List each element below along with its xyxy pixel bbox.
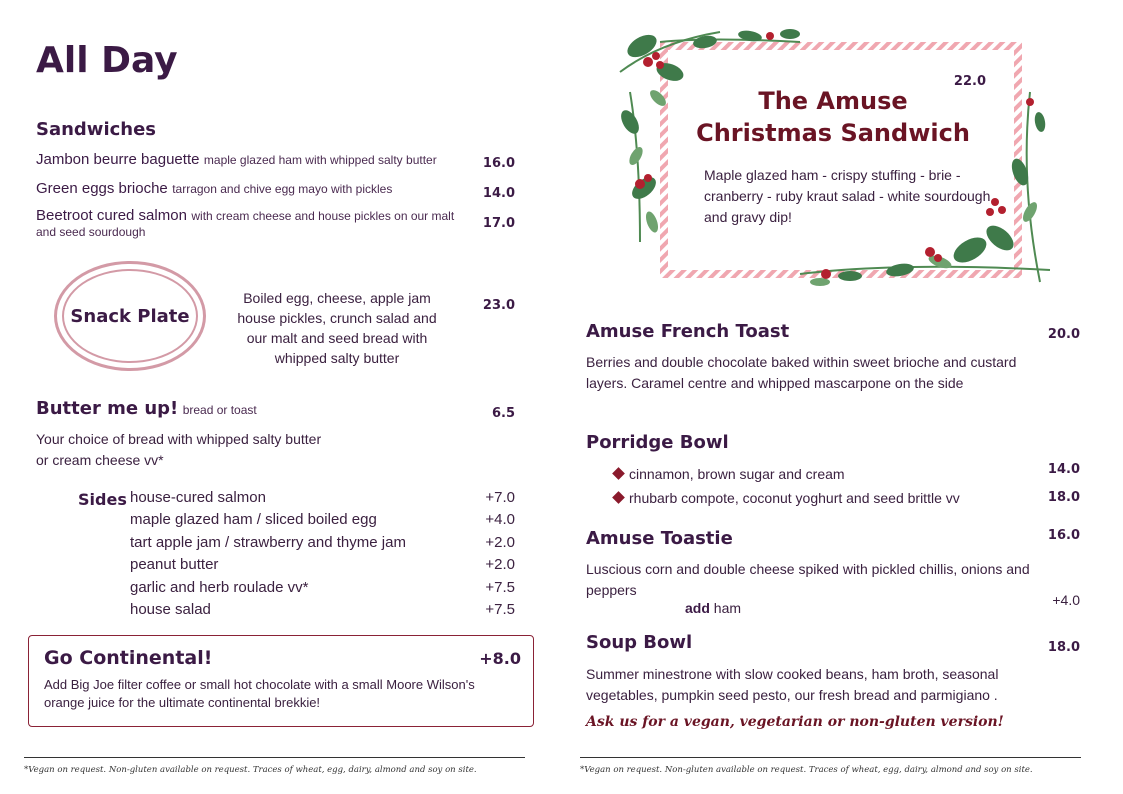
side-price: +7.5 [485, 579, 515, 596]
porridge-option-text: rhubarb compote, coconut yoghurt and seed brittle vv [629, 490, 960, 506]
feature-price: 22.0 [953, 74, 986, 89]
item-name: Beetroot cured salmon [36, 207, 187, 224]
continental-price: +8.0 [479, 649, 521, 668]
french-toast-price: 20.0 [1047, 327, 1080, 342]
item-name: Jambon beurre baguette [36, 151, 200, 168]
toastie-description: Luscious corn and double cheese spiked with pickled chillis, onions and peppers [586, 561, 1030, 598]
menu-item-green-eggs [36, 180, 476, 198]
section-title-soup: Soup Bowl [586, 632, 693, 653]
christmas-frame-decoration [600, 12, 1060, 304]
porridge-option [614, 488, 1034, 509]
menu-item-jambon [36, 151, 476, 169]
french-toast-description: Berries and double chocolate baked within sweet brioche and custard layers. Caramel centre and whipped mascarpone on the side [586, 354, 1017, 391]
menu-item-butter-me-up [36, 398, 456, 419]
snack-plate-price: 23.0 [482, 298, 515, 313]
add-label: add [685, 600, 710, 616]
porridge-option-price: 18.0 [1047, 490, 1080, 505]
diamond-bullet-icon [612, 467, 625, 480]
page-heading: All Day [36, 40, 178, 81]
porridge-option-text: cinnamon, brown sugar and cream [629, 466, 845, 482]
side-item: garlic and herb roulade vv* [130, 579, 309, 596]
item-name: Green eggs brioche [36, 180, 168, 197]
section-title-toastie: Amuse Toastie [586, 528, 733, 549]
side-price: +2.0 [485, 534, 515, 551]
porridge-option-price: 14.0 [1047, 462, 1080, 477]
item-title: Butter me up! [36, 398, 179, 419]
sides-label: Sides [78, 490, 127, 509]
side-price: +7.0 [485, 489, 515, 506]
soup-price: 18.0 [1047, 640, 1080, 655]
side-price: +2.0 [485, 556, 515, 573]
item-price: 17.0 [482, 216, 515, 231]
item-price: 16.0 [482, 156, 515, 171]
side-price: +4.0 [485, 511, 515, 528]
section-title-french-toast: Amuse French Toast [586, 321, 790, 342]
toastie-add-price: +4.0 [1052, 592, 1080, 608]
footer-rule-right [580, 757, 1081, 758]
diamond-bullet-icon [612, 491, 625, 504]
footer-rule-left [24, 757, 525, 758]
side-item: house salad [130, 601, 211, 618]
snack-plate-title: Snack Plate [70, 306, 190, 327]
butter-description-line1: Your choice of bread with whipped salty butter [36, 431, 322, 447]
porridge-option [614, 464, 1034, 485]
item-note: with cream cheese and house pickles on our malt and seed sourdough [36, 209, 455, 239]
continental-box [28, 635, 534, 727]
soup-description: Summer minestrone with slow cooked beans, ham broth, seasonal vegetables, pumpkin seed pesto, our fresh bread and parmigiano . [586, 666, 999, 703]
item-note: tarragon and chive egg mayo with pickles [172, 182, 393, 196]
side-price: +7.5 [485, 601, 515, 618]
add-item: ham [713, 600, 742, 616]
feature-description: Maple glazed ham - crispy stuffing - brie - cranberry - ruby kraut salad - white sourdough and gravy dip! [704, 167, 991, 225]
continental-title: Go Continental! [44, 647, 213, 669]
toastie-add-on [685, 598, 741, 619]
side-item: peanut butter [130, 556, 219, 573]
item-note: maple glazed ham with whipped salty butter [203, 153, 437, 167]
continental-description: Add Big Joe filter coffee or small hot chocolate with a small Moore Wilson's orange juice for the ultimate continental brekkie! [44, 677, 475, 710]
section-title-porridge: Porridge Bowl [586, 432, 729, 453]
vegan-note: Ask us for a vegan, vegetarian or non-gluten version! [586, 714, 1004, 730]
footnote-right: *Vegan on request. Non-gluten available on request. Traces of wheat, egg, dairy, almond and soy on site. [580, 765, 1033, 775]
section-title-sandwiches: Sandwiches [36, 119, 157, 140]
feature-title-line2: Christmas Sandwich [696, 119, 970, 147]
menu-item-beetroot-salmon [36, 208, 476, 240]
item-note: bread or toast [182, 403, 257, 417]
side-item: maple glazed ham / sliced boiled egg [130, 511, 377, 528]
snack-plate-description: Boiled egg, cheese, apple jam house pickles, crunch salad and our malt and seed bread with whipped salty butter [237, 290, 437, 366]
footnote-left: *Vegan on request. Non-gluten available on request. Traces of wheat, egg, dairy, almond and soy on site. [24, 765, 477, 775]
side-item: house-cured salmon [130, 489, 266, 506]
butter-description-line2: or cream cheese vv* [36, 452, 164, 468]
item-price: 6.5 [491, 406, 515, 421]
feature-title-line1: The Amuse [758, 87, 908, 115]
side-item: tart apple jam / strawberry and thyme jam [130, 534, 406, 551]
toastie-price: 16.0 [1047, 528, 1080, 543]
snack-plate-badge [54, 261, 206, 371]
item-price: 14.0 [482, 186, 515, 201]
